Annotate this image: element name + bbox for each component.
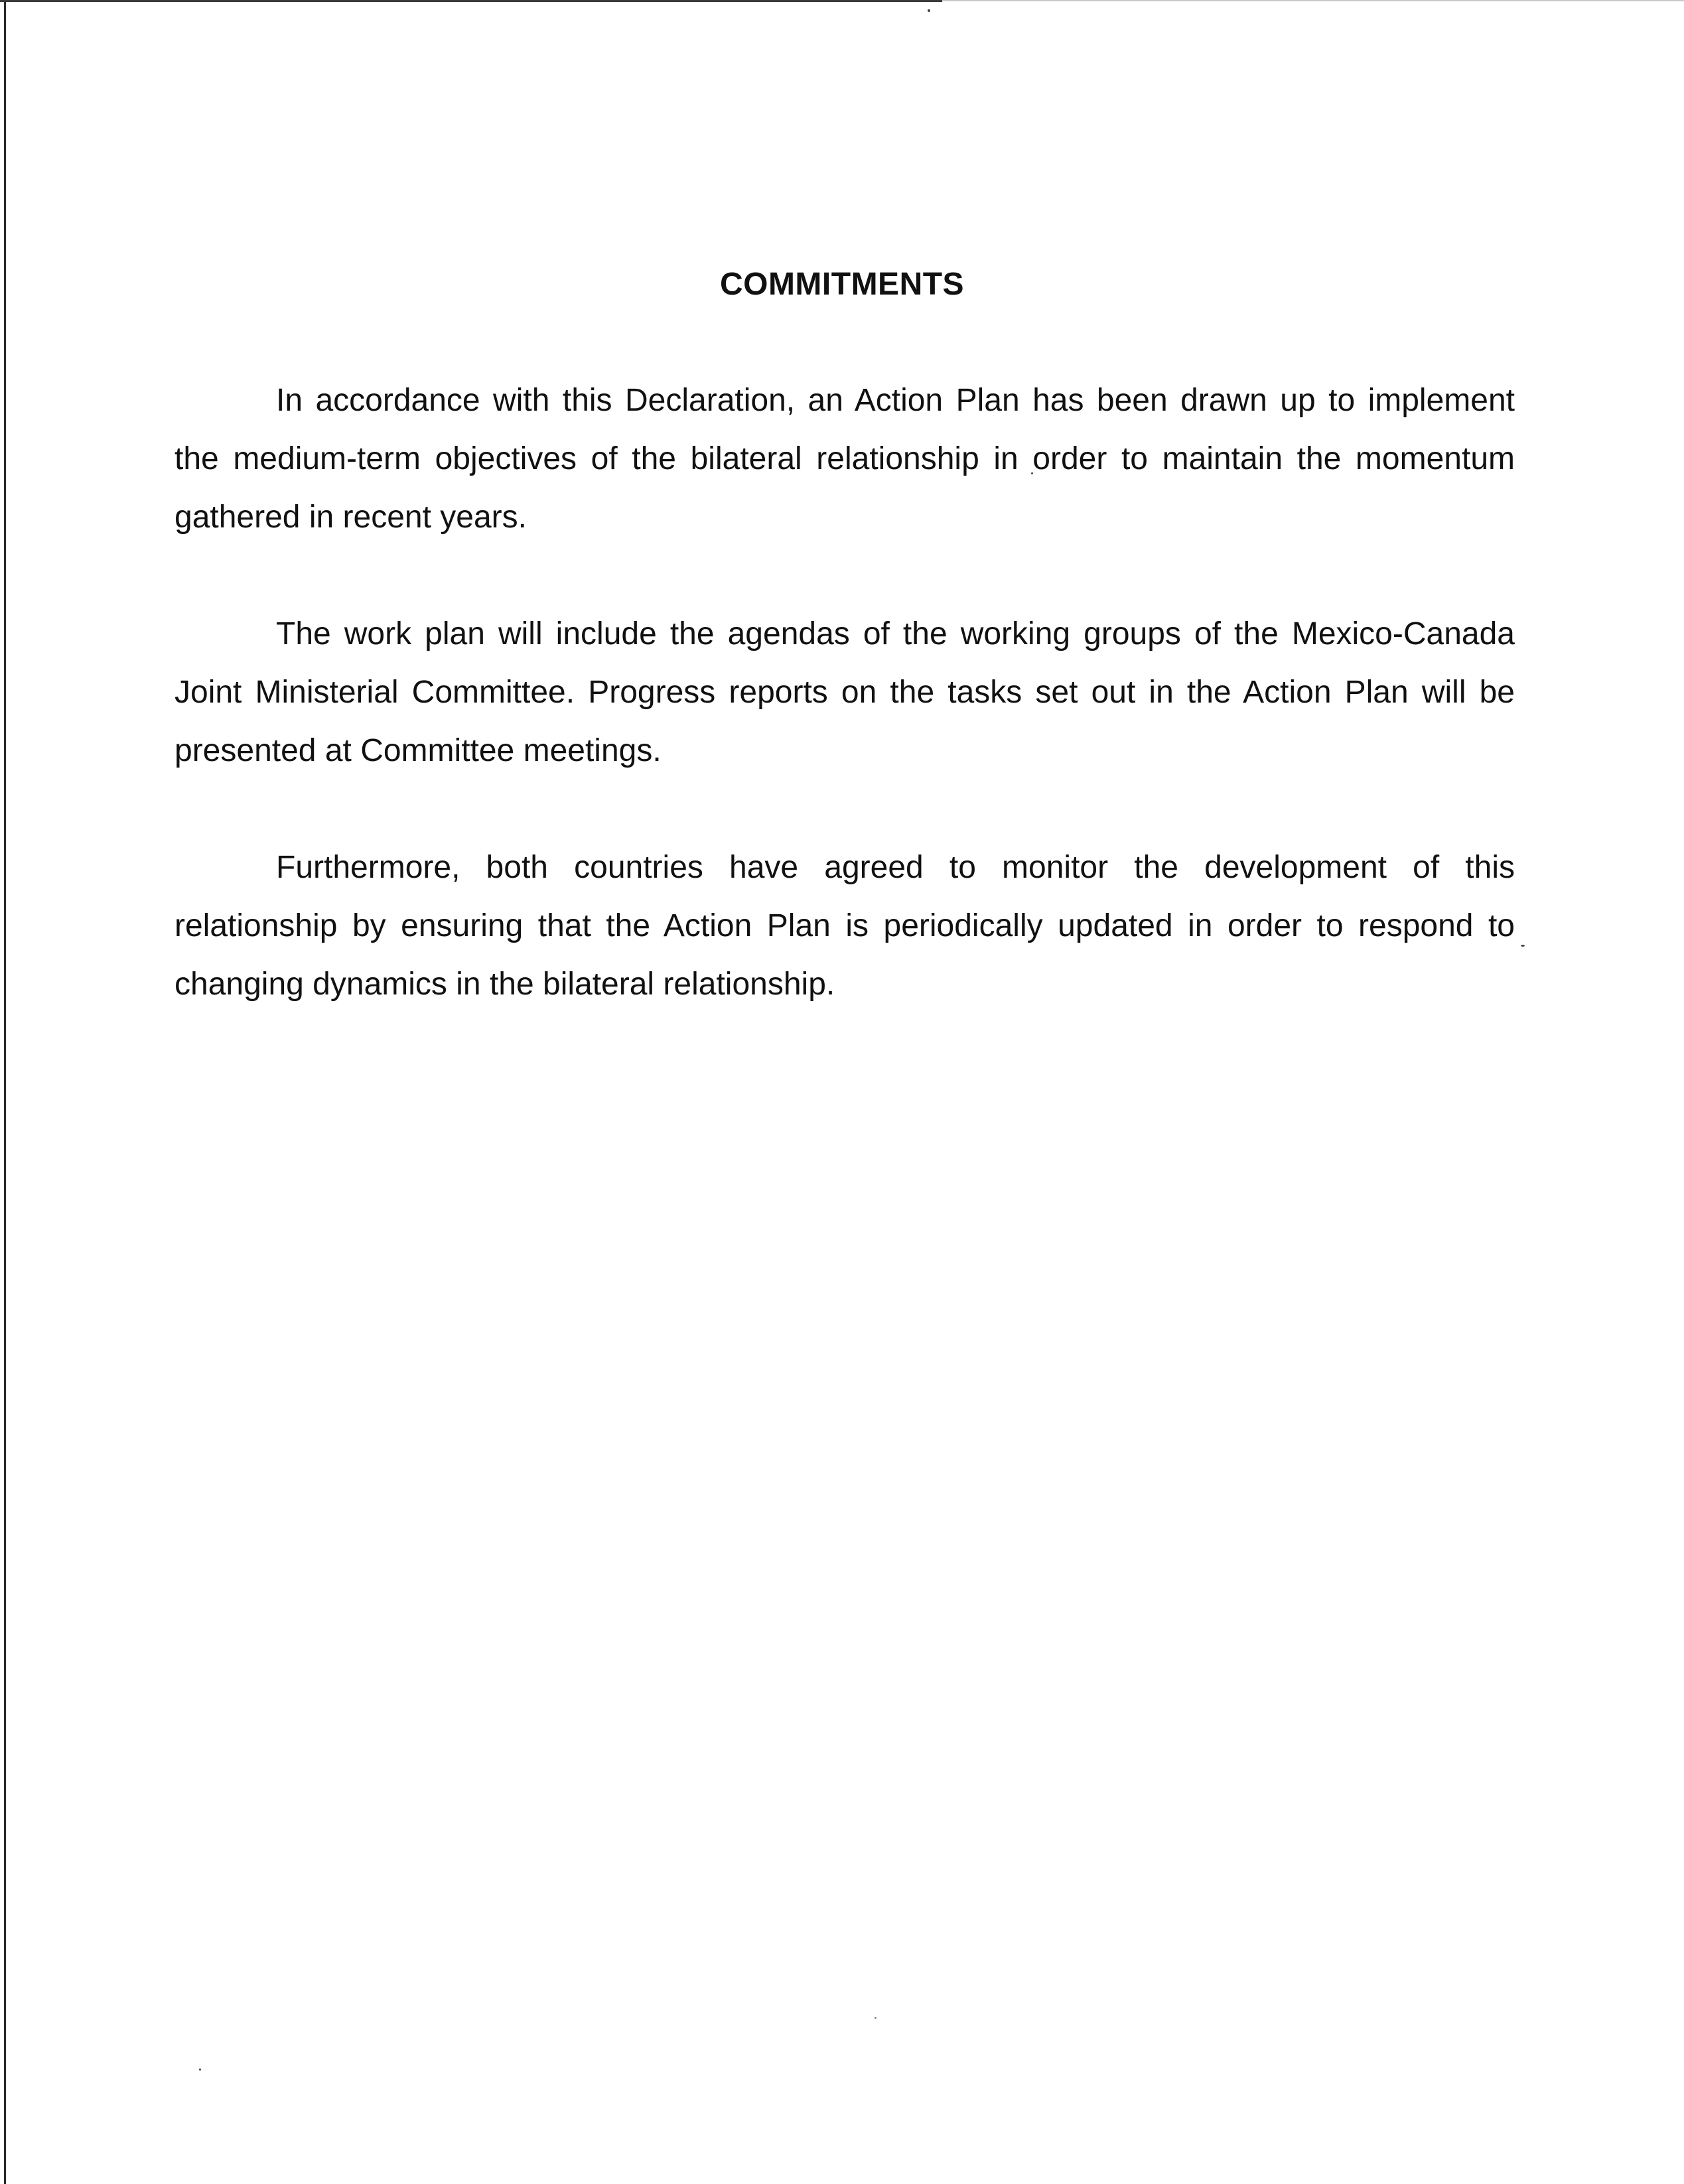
paragraph-monitoring: Furthermore, both countries have agreed to monitor the development of this relationship by ensuring that the Action Plan is periodically updated in order to respond to changing dynamics in the bilateral relationship. xyxy=(175,850,1515,1002)
scan-edge-top xyxy=(0,0,942,2)
scan-edge-top-faint xyxy=(942,0,1684,1)
scan-speck xyxy=(199,2069,201,2071)
paragraph-work-plan: The work plan will include the agendas of the working groups of the Mexico-Canada Joint Ministerial Committee. Progress reports on the tasks set out in the Action Plan will be presented at Committee meetings. xyxy=(175,616,1515,768)
document-title: COMMITMENTS xyxy=(719,267,965,302)
scan-speck xyxy=(1521,945,1525,947)
scan-edge-left xyxy=(4,0,6,2184)
scan-speck xyxy=(928,9,930,12)
scan-speck xyxy=(875,2017,877,2019)
paragraph-action-plan: In accordance with this Declaration, an Action Plan has been drawn up to implement the medium-term objectives of the bilateral relationship in order to maintain the momentum gathered in recent years. xyxy=(175,383,1515,535)
